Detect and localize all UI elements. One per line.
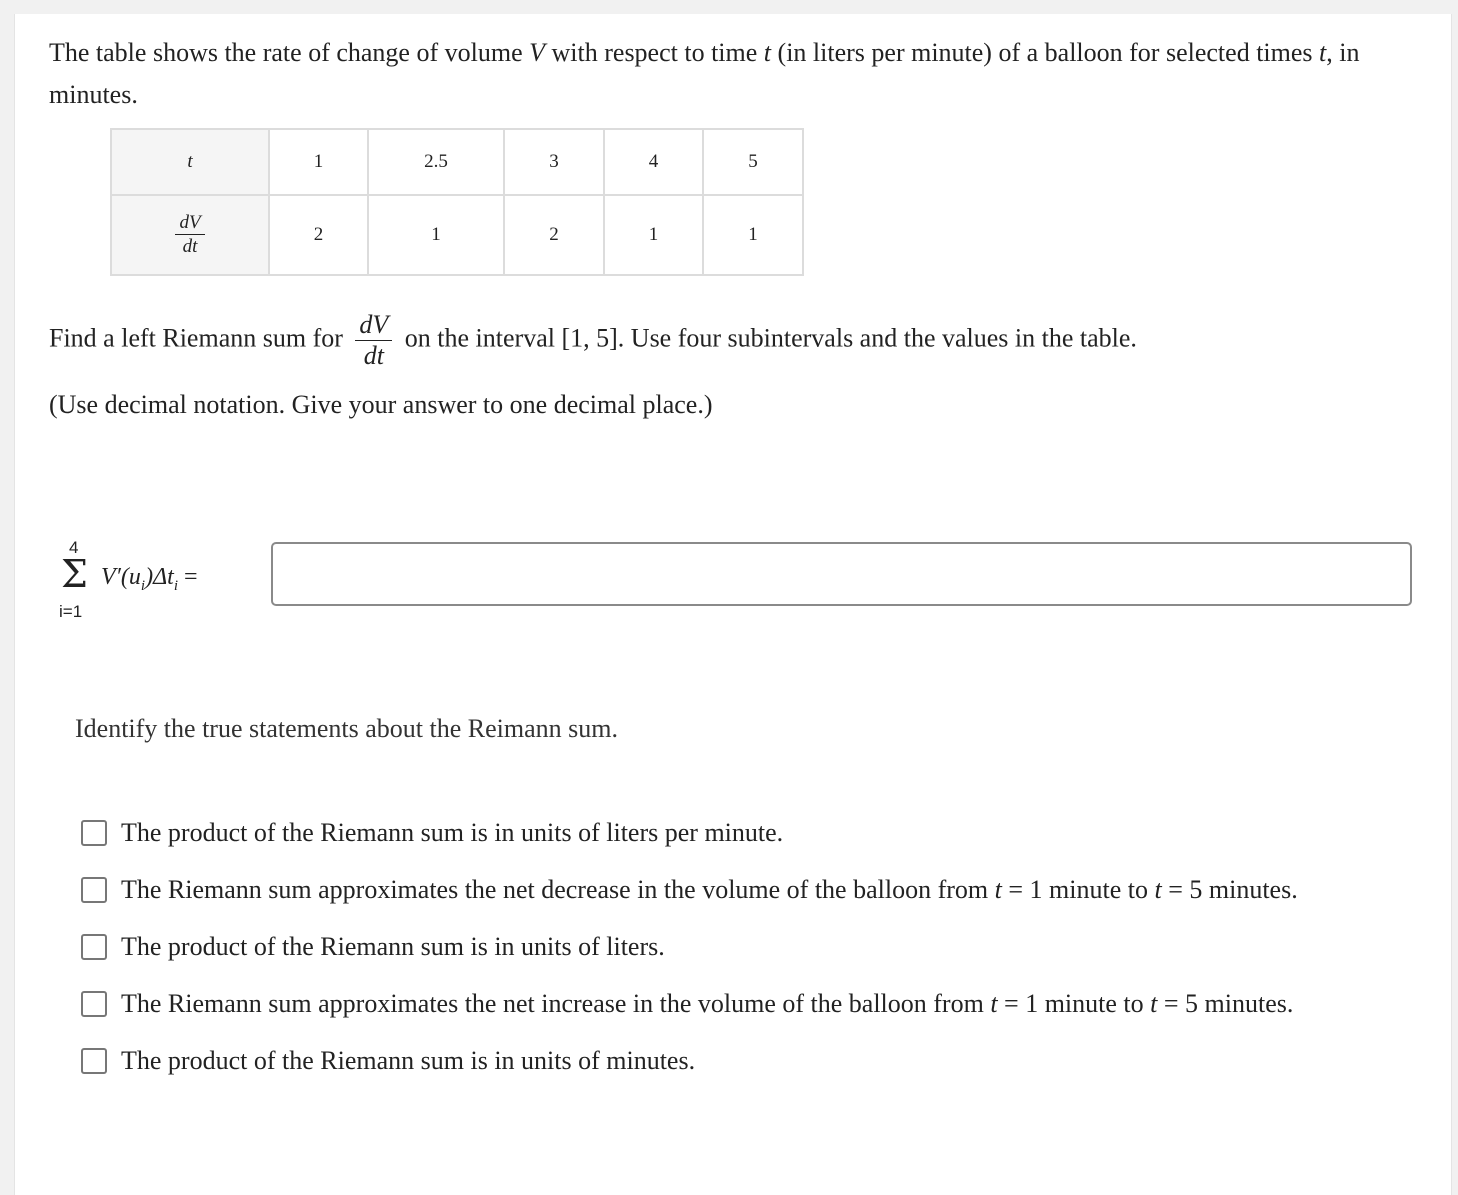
question-part: Find a left Riemann sum for (49, 323, 343, 353)
identify-prompt: Identify the true statements about the Reimann sum. (75, 714, 618, 743)
equals-sign: = (178, 564, 198, 590)
option-label (121, 989, 1293, 1019)
table-cell: 1 (703, 195, 803, 275)
riemann-sum-label (55, 538, 255, 628)
option-label: The product of the Riemann sum is in units of liters per minute. (121, 817, 784, 847)
var-t: t (994, 874, 1002, 904)
fraction-denominator: dt (355, 340, 392, 371)
var-t: t (990, 988, 998, 1018)
answer-input[interactable] (271, 542, 1412, 606)
option-item[interactable] (81, 918, 1441, 975)
expr-part: )Δt (145, 564, 174, 590)
var-t: t (1154, 874, 1162, 904)
checkbox[interactable] (81, 1048, 107, 1074)
table-cell: 1 (269, 129, 368, 195)
option-part: The Riemann sum approximates the net increase in the volume of the balloon from (121, 988, 991, 1018)
fraction-numerator: dV (179, 211, 201, 233)
expr-part: V′(u (101, 564, 141, 590)
var-v: V (529, 38, 546, 67)
option-label (121, 875, 1298, 905)
instruction-note: (Use decimal notation. Give your answer to one decimal place.) (49, 390, 713, 419)
fraction-numerator: dV (359, 310, 389, 339)
intro-part: The table shows the rate of change of volume (49, 38, 530, 67)
table-cell: 1 (604, 195, 703, 275)
intro-text (49, 32, 1439, 116)
expr-subscript: i (173, 577, 178, 594)
table-cell: 3 (504, 129, 604, 195)
row-header-dvdt (111, 195, 269, 275)
option-part: The Riemann sum approximates the net decrease in the volume of the balloon from (121, 874, 995, 904)
sum-upper-limit: 4 (69, 538, 79, 557)
var-t: t (763, 38, 772, 67)
checkbox[interactable] (81, 934, 107, 960)
option-item[interactable] (81, 975, 1441, 1032)
question-text (49, 310, 1137, 371)
intro-part: with respect to time (545, 38, 764, 67)
sigma-icon: Σ (61, 552, 88, 596)
table-row-dvdt (111, 195, 803, 275)
var-t: t (1319, 38, 1327, 67)
option-part: = 1 minute to (997, 988, 1151, 1018)
option-label: The product of the Riemann sum is in units of liters. (121, 931, 665, 961)
fraction-denominator: dt (175, 234, 204, 259)
table-row-t (111, 129, 803, 195)
intro-part: (in liters per minute) of a balloon for selected times (771, 38, 1320, 67)
statement-options (81, 804, 1441, 1089)
table-cell: 1 (368, 195, 504, 275)
checkbox[interactable] (81, 991, 107, 1017)
option-item[interactable] (81, 804, 1441, 861)
sum-lower-limit: i=1 (59, 602, 83, 621)
rate-table (110, 128, 804, 276)
dvdt-fraction (175, 212, 204, 259)
dvdt-fraction (355, 310, 392, 371)
table-cell: 4 (604, 129, 703, 195)
table-cell: 2 (269, 195, 368, 275)
checkbox[interactable] (81, 820, 107, 846)
table-cell: 2 (504, 195, 604, 275)
expr-subscript: i (140, 577, 146, 594)
checkbox[interactable] (81, 877, 107, 903)
var-t: t (1150, 988, 1158, 1018)
option-label: The product of the Riemann sum is in units of minutes. (121, 1045, 696, 1075)
option-part: = 1 minute to (1001, 874, 1155, 904)
table-cell: 5 (703, 129, 803, 195)
sum-expression (101, 564, 198, 595)
table-cell: 2.5 (368, 129, 504, 195)
option-item[interactable] (81, 861, 1441, 918)
intro-part: , in minutes. (49, 38, 1360, 109)
option-item[interactable] (81, 1032, 1441, 1089)
row-header-t: t (111, 129, 269, 195)
option-part: = 5 minutes. (1161, 874, 1298, 904)
option-part: = 5 minutes. (1157, 988, 1294, 1018)
question-page (14, 14, 1452, 1195)
question-part: on the interval [1, 5]. Use four subintervals and the values in the table. (404, 323, 1137, 353)
